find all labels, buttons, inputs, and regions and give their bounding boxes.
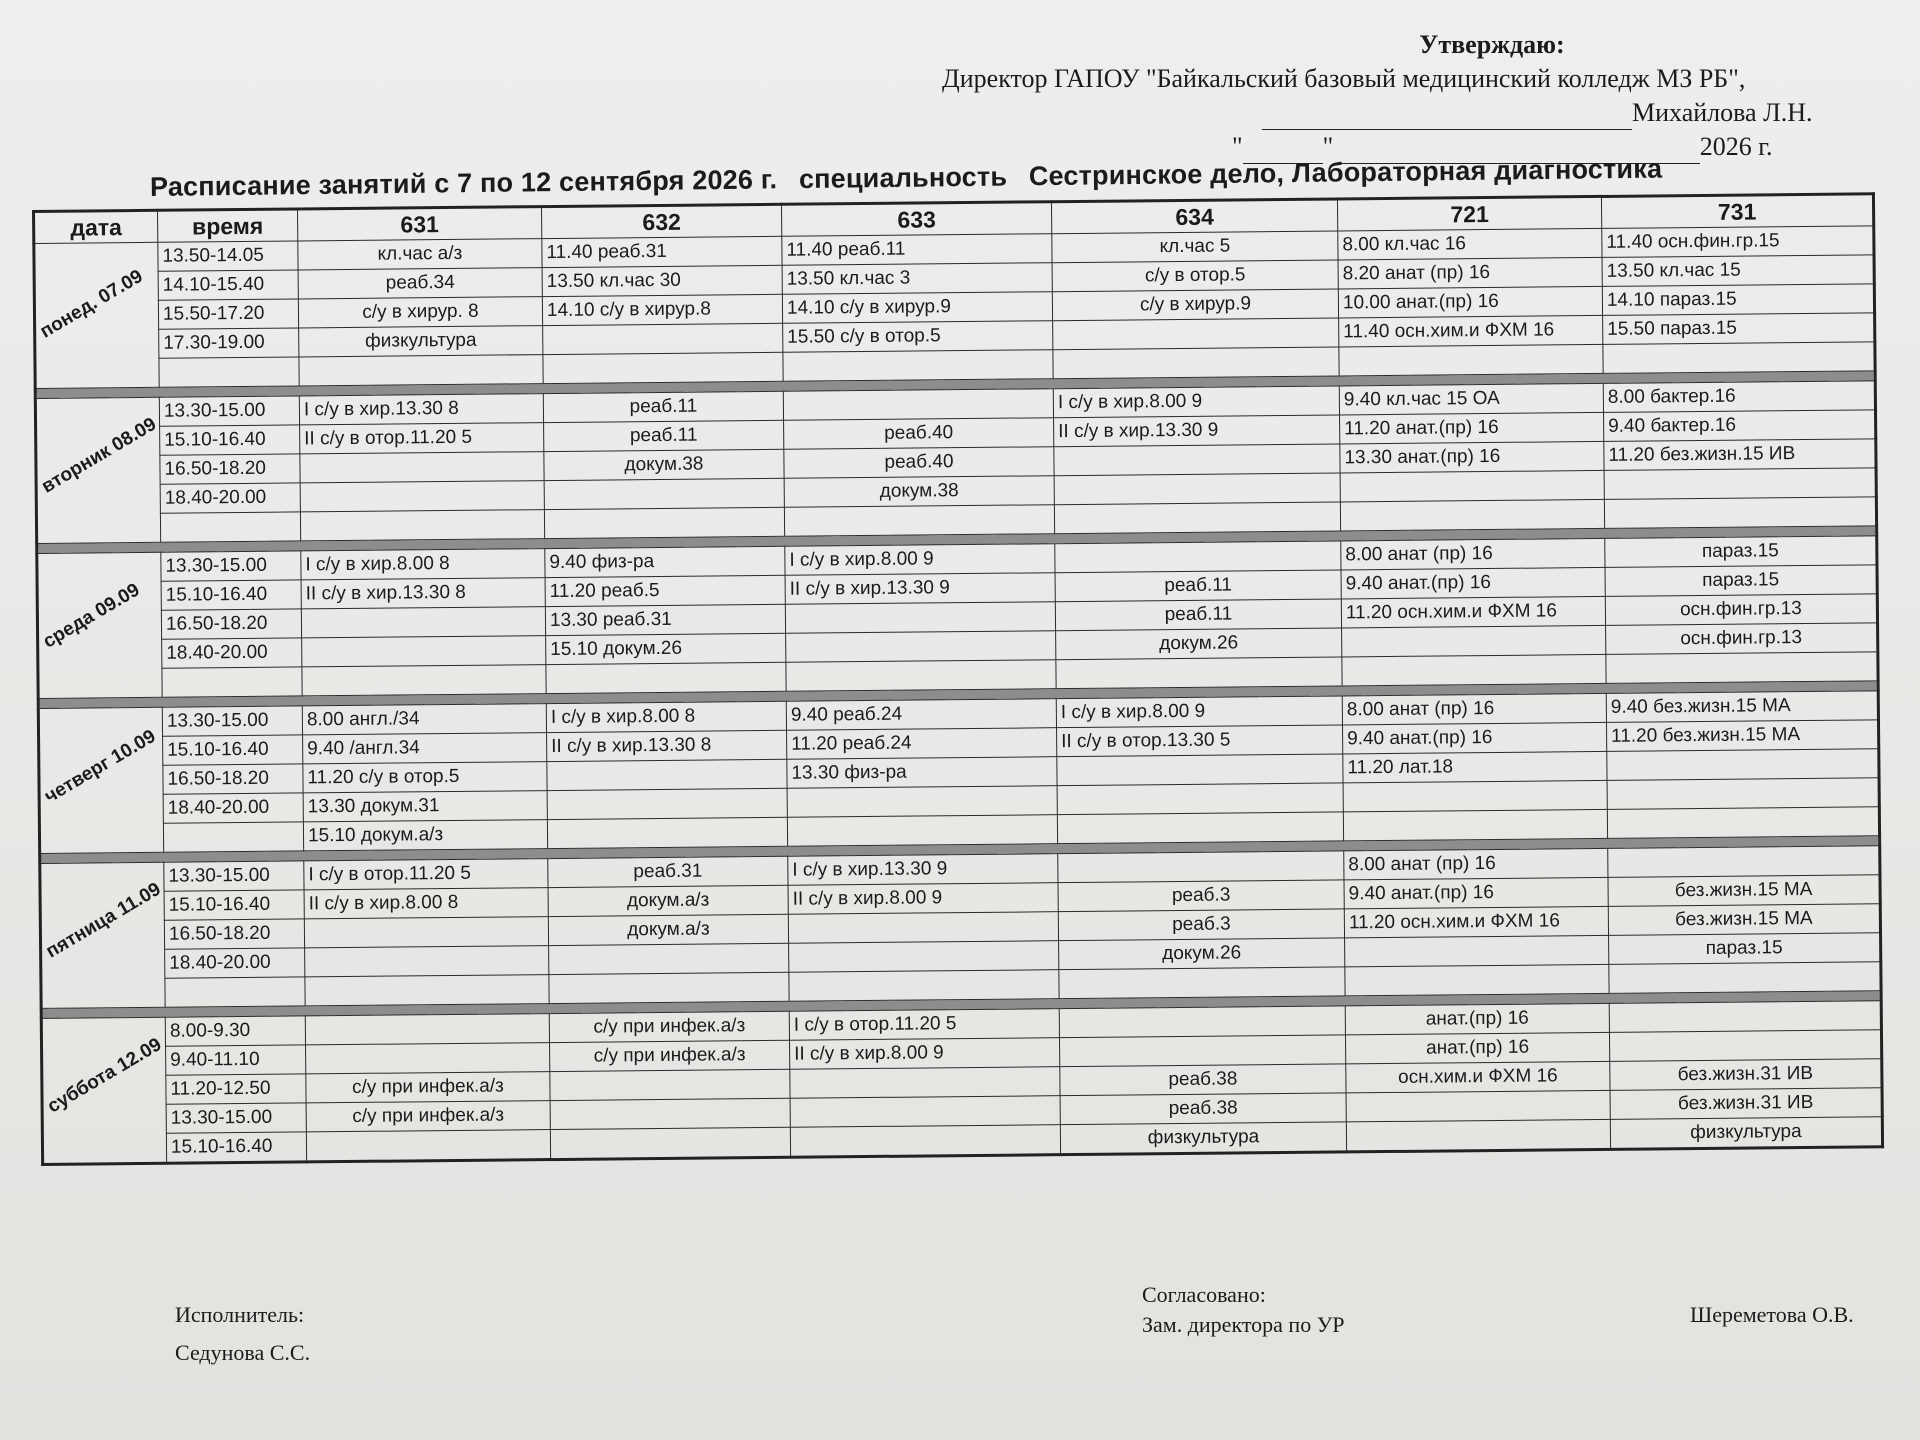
class-cell (1346, 1119, 1610, 1152)
class-cell: реаб.31 (548, 856, 788, 887)
quote-open: " (1232, 132, 1243, 161)
time-cell: 15.10-16.40 (161, 580, 301, 610)
class-cell: 11.40 осн.хим.и ФХМ 16 (1339, 315, 1603, 347)
class-cell (1609, 962, 1881, 994)
class-cell (1607, 749, 1879, 781)
time-cell: 13.30-15.00 (164, 861, 304, 891)
schedule-table (32, 192, 1884, 1166)
class-cell: 13.30 анат.(пр) 16 (1340, 441, 1604, 473)
class-cell (1609, 1030, 1881, 1062)
class-cell (547, 788, 787, 819)
class-cell: 11.40 осн.фин.гр.15 (1602, 226, 1874, 258)
class-cell (783, 350, 1053, 382)
specialty-label: специальность (798, 161, 1008, 195)
time-cell: 15.10-16.40 (160, 425, 300, 455)
class-cell (1343, 780, 1607, 812)
class-cell: реаб.11 (1055, 599, 1341, 631)
class-cell: реаб.40 (784, 418, 1054, 450)
class-cell (300, 510, 544, 541)
class-cell: 13.30 докум.31 (303, 791, 547, 822)
class-cell: физкультура (1610, 1117, 1882, 1150)
class-cell: без.жизн.31 ИВ (1610, 1088, 1882, 1120)
class-cell (1056, 657, 1342, 689)
class-cell: параз.15 (1605, 565, 1877, 597)
class-cell (305, 975, 549, 1006)
class-cell: 11.20 реаб.5 (545, 575, 785, 606)
class-cell: II с/у в хир.13.30 9 (1054, 415, 1340, 447)
class-cell (787, 815, 1057, 847)
day-cell (37, 552, 162, 698)
class-cell (299, 355, 543, 386)
class-cell: II с/у в хир.13.30 8 (547, 730, 787, 761)
time-cell: 15.10-16.40 (163, 735, 303, 765)
class-cell: 8.00 англ./34 (302, 704, 546, 735)
class-cell: реаб.11 (544, 420, 784, 451)
class-cell (1055, 541, 1341, 573)
class-cell: 11.40 реаб.11 (782, 234, 1052, 266)
time-cell (165, 977, 305, 1007)
class-cell: 15.50 с/у в отор.5 (783, 321, 1053, 353)
class-cell: 10.00 анат.(пр) 16 (1338, 286, 1602, 318)
class-cell: II с/у в хир.8.00 8 (304, 888, 548, 919)
agreed-position: Зам. директора по УР (1142, 1312, 1345, 1337)
class-cell: без.жизн.15 МА (1608, 875, 1880, 907)
class-cell: реаб.3 (1058, 909, 1344, 941)
specialty-name: Сестринское дело, Лабораторная диагностика (1028, 153, 1663, 192)
class-cell: II с/у в отор.11.20 5 (300, 423, 544, 454)
class-cell: докум.26 (1059, 938, 1345, 970)
class-cell: 11.20 с/у в отор.5 (303, 762, 547, 793)
class-cell: I с/у в хир.8.00 9 (785, 544, 1055, 576)
class-cell (304, 917, 548, 948)
class-cell: 11.40 реаб.31 (542, 236, 782, 267)
class-cell (1059, 967, 1345, 999)
class-cell: с/у при инфек.а/з (306, 1101, 550, 1132)
day-label: среда 09.09 (39, 579, 144, 653)
time-cell: 15.10-16.40 (164, 890, 304, 920)
class-cell: с/у в хирур.9 (1052, 289, 1338, 321)
class-cell: докум.26 (1056, 628, 1342, 660)
class-cell (550, 1098, 790, 1129)
day-label: четверг 10.09 (41, 726, 160, 808)
class-cell (1340, 470, 1604, 502)
class-cell: I с/у в хир.8.00 8 (301, 549, 545, 580)
class-cell (1057, 754, 1343, 786)
approval-block (812, 28, 1842, 164)
class-cell (1053, 318, 1339, 350)
class-cell: физкультура (1060, 1122, 1346, 1155)
header-date: дата (34, 210, 158, 243)
day-label: пятница 11.09 (42, 878, 165, 963)
class-cell: 11.20 без.жизн.15 ИВ (1604, 439, 1876, 471)
time-cell: 16.50-18.20 (160, 454, 300, 484)
class-cell (543, 323, 783, 354)
time-cell (160, 512, 300, 542)
class-cell (1054, 444, 1340, 476)
agreed-block (1142, 1280, 1345, 1340)
time-cell: 13.50-14.05 (158, 241, 298, 271)
time-cell: 11.20-12.50 (166, 1074, 306, 1104)
class-cell: II с/у в отор.13.30 5 (1057, 725, 1343, 757)
schedule-table-wrap (32, 192, 1882, 1240)
class-cell (305, 1014, 549, 1045)
time-cell (159, 357, 299, 387)
class-cell (547, 759, 787, 790)
approval-signature-line (812, 96, 1842, 130)
class-cell: реаб.11 (543, 391, 783, 422)
class-cell: докум.а/з (548, 885, 788, 916)
class-cell: осн.фин.гр.13 (1606, 623, 1878, 655)
class-cell: I с/у в отор.11.20 5 (789, 1009, 1059, 1041)
day-cell (35, 397, 160, 543)
time-cell: 18.40-20.00 (163, 793, 303, 823)
class-cell (785, 602, 1055, 634)
class-cell: 13.50 кл.час 15 (1602, 255, 1874, 287)
class-cell: 9.40 кл.час 15 ОА (1339, 383, 1603, 415)
class-cell: 14.10 параз.15 (1602, 284, 1874, 316)
class-cell: осн.фин.гр.13 (1605, 594, 1877, 626)
class-cell (788, 912, 1058, 944)
class-cell (1608, 846, 1880, 878)
class-cell: I с/у в хир.8.00 9 (1053, 386, 1339, 418)
time-cell: 17.30-19.00 (159, 328, 299, 358)
class-cell: 11.20 анат.(пр) 16 (1340, 412, 1604, 444)
header-time: время (158, 209, 298, 242)
class-cell: 9.40 анат.(пр) 16 (1341, 567, 1605, 599)
class-cell: 11.20 лат.18 (1343, 751, 1607, 783)
time-cell: 13.30-15.00 (162, 706, 302, 736)
class-cell (786, 631, 1056, 663)
class-cell: осн.хим.и ФХМ 16 (1346, 1061, 1610, 1093)
class-cell: I с/у в хир.13.30 9 (788, 854, 1058, 886)
header-group-633: 633 (781, 202, 1051, 237)
class-cell (1603, 342, 1875, 374)
class-cell: с/у в хирур. 8 (298, 297, 542, 328)
class-cell (305, 946, 549, 977)
class-cell (1606, 652, 1878, 684)
class-cell (1346, 1090, 1610, 1122)
class-cell (306, 1130, 550, 1162)
quote-close: " (1322, 132, 1334, 161)
header-group-721: 721 (1337, 196, 1601, 231)
time-cell: 18.40-20.00 (160, 483, 300, 513)
time-cell: 16.50-18.20 (164, 919, 304, 949)
class-cell (1059, 1006, 1345, 1038)
time-cell: 15.50-17.20 (158, 299, 298, 329)
class-cell (1343, 809, 1607, 841)
class-cell: реаб.38 (1060, 1064, 1346, 1096)
header-group-631: 631 (298, 207, 542, 241)
class-cell (789, 941, 1059, 973)
class-cell (1057, 812, 1343, 844)
class-cell: реаб.11 (1055, 570, 1341, 602)
day-cell (41, 1017, 166, 1164)
time-cell: 9.40-11.10 (166, 1045, 306, 1075)
class-cell: 9.40 без.жизн.15 МА (1606, 691, 1878, 723)
class-cell: II с/у в хир.8.00 9 (788, 883, 1058, 915)
time-cell: 13.30-15.00 (159, 396, 299, 426)
signature-blank (1262, 103, 1632, 130)
class-cell: 9.40 бактер.16 (1604, 410, 1876, 442)
approval-year: 2026 г. (1699, 132, 1773, 161)
time-cell: 14.10-15.40 (158, 270, 298, 300)
class-cell: с/у в отор.5 (1052, 260, 1338, 292)
class-cell (302, 636, 546, 667)
class-cell: 13.30 физ-ра (787, 757, 1057, 789)
class-cell (1345, 935, 1609, 967)
class-cell: анат.(пр) 16 (1345, 1003, 1609, 1035)
class-cell: реаб.34 (298, 268, 542, 299)
time-cell: 18.40-20.00 (165, 948, 305, 978)
class-cell: физкультура (299, 326, 543, 357)
class-cell (300, 452, 544, 483)
class-cell: 13.50 кл.час 3 (782, 263, 1052, 295)
class-cell (546, 662, 786, 693)
class-cell (543, 352, 783, 383)
performer-label: Исполнитель: (175, 1302, 305, 1327)
class-cell (1054, 473, 1340, 505)
class-cell: 8.00 анат (пр) 16 (1344, 848, 1608, 880)
class-cell (544, 478, 784, 509)
class-cell: 13.50 кл.час 30 (542, 265, 782, 296)
class-cell (1345, 964, 1609, 996)
class-cell: 9.40 анат.(пр) 16 (1344, 877, 1608, 909)
class-cell (550, 1069, 790, 1100)
class-cell (786, 660, 1056, 692)
class-cell (547, 817, 787, 848)
time-cell: 8.00-9.30 (165, 1016, 305, 1046)
class-cell: кл.час 5 (1052, 231, 1338, 263)
day-label: вторник 08.09 (38, 413, 161, 498)
class-cell (1053, 347, 1339, 379)
class-cell (1054, 502, 1340, 534)
class-cell (1604, 468, 1876, 500)
class-cell: с/у при инфек.а/з (550, 1040, 790, 1071)
class-cell: 11.20 осн.хим.и ФХМ 16 (1344, 906, 1608, 938)
day-cell (40, 862, 165, 1008)
class-cell (1604, 497, 1876, 529)
class-cell (1609, 1001, 1881, 1033)
agreed-label: Согласовано: (1142, 1282, 1266, 1307)
day-label: понед. 07.09 (36, 266, 147, 343)
class-cell: 8.20 анат (пр) 16 (1338, 257, 1602, 289)
class-cell: 9.40 физ-ра (545, 546, 785, 577)
performer-name: Седунова С.С. (175, 1340, 311, 1365)
class-cell (1339, 344, 1603, 376)
class-cell (300, 481, 544, 512)
class-cell: параз.15 (1609, 933, 1881, 965)
class-cell: II с/у в хир.13.30 9 (785, 573, 1055, 605)
class-cell: докум.38 (784, 476, 1054, 508)
class-cell (1059, 1035, 1345, 1067)
class-cell (789, 970, 1059, 1002)
class-cell: анат.(пр) 16 (1345, 1032, 1609, 1064)
approval-title: Утверждаю: (1419, 30, 1565, 59)
class-cell: 11.20 осн.хим.и ФХМ 16 (1341, 596, 1605, 628)
class-cell: 15.10 докум.26 (546, 633, 786, 664)
approval-name: Михайлова Л.Н. (1632, 98, 1813, 127)
class-cell: I с/у в отор.11.20 5 (304, 859, 548, 890)
time-cell: 13.30-15.00 (166, 1103, 306, 1133)
class-cell (790, 1096, 1060, 1128)
day-cell (38, 707, 163, 853)
class-cell: 8.00 анат (пр) 16 (1341, 538, 1605, 570)
class-cell: 9.40 реаб.24 (786, 699, 1056, 731)
class-cell (787, 786, 1057, 818)
class-cell: 13.30 реаб.31 (545, 604, 785, 635)
class-cell (790, 1067, 1060, 1099)
class-cell (1340, 499, 1604, 531)
time-cell: 18.40-20.00 (162, 638, 302, 668)
time-cell: 16.50-18.20 (163, 764, 303, 794)
class-cell (306, 1043, 550, 1074)
time-cell (162, 667, 302, 697)
class-cell: I с/у в хир.13.30 8 (299, 394, 543, 425)
class-cell: I с/у в хир.8.00 8 (546, 701, 786, 732)
class-cell (302, 665, 546, 696)
class-cell: 9.40 /англ.34 (303, 733, 547, 764)
day-label: суббота 12.09 (44, 1034, 166, 1118)
class-cell: докум.38 (544, 449, 784, 480)
class-cell: 15.10 докум.а/з (303, 820, 547, 851)
class-cell: с/у при инфек.а/з (549, 1011, 789, 1042)
class-cell: 14.10 с/у в хирур.8 (542, 294, 782, 325)
class-cell: докум.а/з (548, 914, 788, 945)
schedule-body (34, 226, 1883, 1165)
class-cell: II с/у в хир.13.30 8 (301, 578, 545, 609)
time-cell: 15.10-16.40 (166, 1132, 306, 1163)
class-cell: 14.10 с/у в хирур.9 (782, 292, 1052, 324)
day-cell (34, 242, 159, 388)
class-cell: II с/у в хир.8.00 9 (790, 1038, 1060, 1070)
class-cell: 8.00 бактер.16 (1603, 381, 1875, 413)
class-cell: кл.час а/з (298, 239, 542, 270)
class-cell: с/у при инфек.а/з (306, 1072, 550, 1103)
class-cell: 9.40 анат.(пр) 16 (1343, 722, 1607, 754)
class-cell (549, 943, 789, 974)
class-cell (1058, 851, 1344, 883)
class-cell: реаб.3 (1058, 880, 1344, 912)
class-cell (783, 389, 1053, 421)
time-cell: 13.30-15.00 (161, 551, 301, 581)
class-cell: без.жизн.31 ИВ (1610, 1059, 1882, 1091)
header-group-731: 731 (1601, 194, 1873, 229)
header-group-632: 632 (541, 204, 781, 238)
class-cell: 8.00 кл.час 16 (1338, 228, 1602, 260)
class-cell (549, 972, 789, 1003)
class-cell (1342, 625, 1606, 657)
performer-block (175, 1296, 310, 1372)
agreed-name: Шереметова О.В. (1690, 1302, 1854, 1327)
class-cell (784, 505, 1054, 537)
class-cell (1342, 654, 1606, 686)
approval-director-line: Директор ГАПОУ "Байкальский базовый медицинский колледж МЗ РБ", (942, 64, 1746, 93)
class-cell: реаб.38 (1060, 1093, 1346, 1125)
time-cell (163, 822, 303, 852)
class-cell: I с/у в хир.8.00 9 (1056, 696, 1342, 728)
class-cell (1057, 783, 1343, 815)
class-cell (301, 607, 545, 638)
class-cell (1607, 778, 1879, 810)
class-cell: 11.20 реаб.24 (787, 728, 1057, 760)
class-cell: 8.00 анат (пр) 16 (1342, 693, 1606, 725)
class-cell (550, 1127, 790, 1159)
class-cell: реаб.40 (784, 447, 1054, 479)
time-cell: 16.50-18.20 (161, 609, 301, 639)
class-cell (1607, 807, 1879, 839)
class-cell: без.жизн.15 МА (1608, 904, 1880, 936)
class-cell (790, 1125, 1060, 1158)
class-cell (544, 507, 784, 538)
class-cell: 11.20 без.жизн.15 МА (1606, 720, 1878, 752)
class-cell: 15.50 параз.15 (1603, 313, 1875, 345)
header-group-634: 634 (1051, 199, 1337, 234)
schedule-title: Расписание занятий с 7 по 12 сентября 2026 г. (149, 164, 778, 202)
class-cell: параз.15 (1605, 536, 1877, 568)
